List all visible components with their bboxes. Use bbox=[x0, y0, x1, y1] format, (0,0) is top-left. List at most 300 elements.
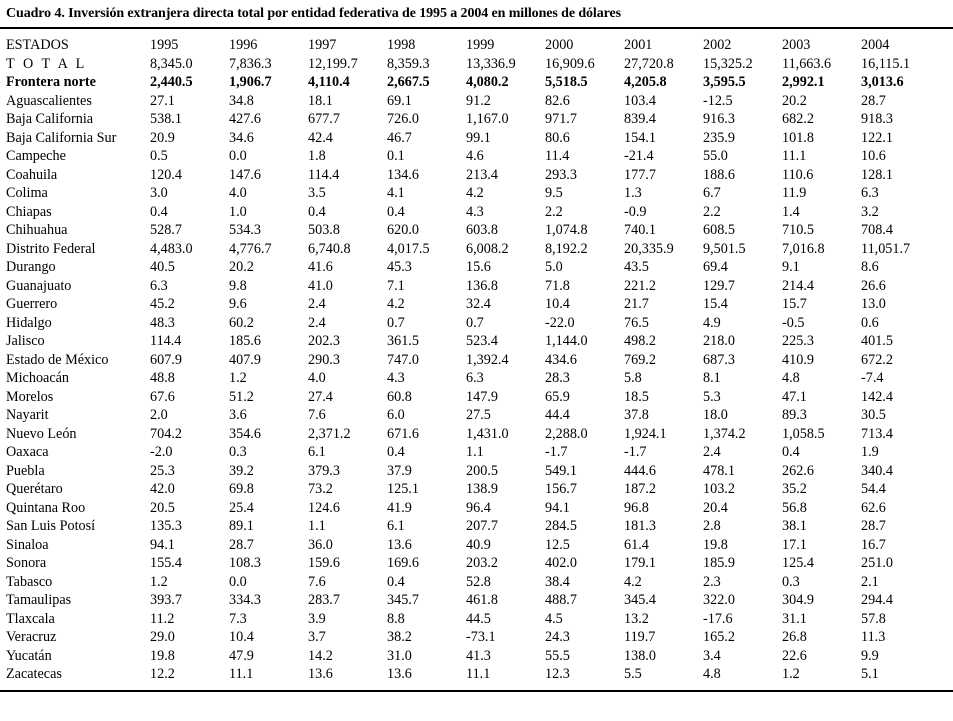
value-cell: 1,074.8 bbox=[545, 222, 588, 238]
value-cell: 11.1 bbox=[466, 666, 491, 682]
value-cell: 42.0 bbox=[150, 481, 175, 497]
value-cell: 2,667.5 bbox=[387, 74, 430, 90]
value-cell: 38.1 bbox=[782, 518, 807, 534]
state-name-cell: San Luis Potosí bbox=[6, 518, 96, 534]
value-cell: 4.0 bbox=[229, 185, 247, 201]
value-cell: 69.4 bbox=[703, 259, 728, 275]
value-cell: 304.9 bbox=[782, 592, 814, 608]
value-cell: 20.5 bbox=[150, 499, 175, 516]
value-cell: 124.6 bbox=[308, 499, 340, 516]
value-cell: 2.2 bbox=[545, 203, 563, 220]
value-cell: 13.0 bbox=[861, 296, 886, 312]
value-cell: 21.7 bbox=[624, 296, 649, 312]
value-cell: 2,992.1 bbox=[782, 74, 825, 90]
value-cell: 11.1 bbox=[782, 148, 807, 164]
value-cell: 528.7 bbox=[150, 222, 182, 238]
value-cell: 46.7 bbox=[387, 129, 412, 146]
value-cell: 12.2 bbox=[150, 666, 175, 682]
frontera-norte-row bbox=[6, 73, 940, 92]
value-cell: -22.0 bbox=[545, 314, 575, 331]
value-cell: 203.2 bbox=[466, 555, 498, 571]
table-row bbox=[6, 166, 940, 185]
value-cell: 4.5 bbox=[545, 610, 563, 627]
value-cell: 36.0 bbox=[308, 536, 333, 553]
value-cell: 687.3 bbox=[703, 351, 735, 368]
value-cell: 710.5 bbox=[782, 222, 814, 238]
state-name-cell: Tlaxcala bbox=[6, 610, 55, 627]
value-cell: 0.7 bbox=[387, 314, 405, 331]
value-cell: 3.5 bbox=[308, 185, 326, 201]
value-cell: 8,345.0 bbox=[150, 55, 193, 72]
value-cell: 61.4 bbox=[624, 536, 649, 553]
value-cell: 4,017.5 bbox=[387, 240, 430, 257]
value-cell: 410.9 bbox=[782, 351, 814, 368]
value-cell: 73.2 bbox=[308, 481, 333, 497]
value-cell: 1.2 bbox=[229, 370, 247, 386]
value-cell: 3,013.6 bbox=[861, 74, 904, 90]
value-cell: 80.6 bbox=[545, 129, 570, 146]
value-cell: 103.4 bbox=[624, 92, 656, 109]
value-cell: 2.2 bbox=[703, 203, 721, 220]
value-cell: 4.3 bbox=[387, 370, 405, 386]
table-row bbox=[6, 554, 940, 573]
table-row bbox=[6, 536, 940, 555]
value-cell: 11.3 bbox=[861, 629, 886, 645]
value-cell: 114.4 bbox=[150, 333, 182, 349]
header-year: 2002 bbox=[703, 37, 732, 53]
value-cell: 134.6 bbox=[387, 166, 419, 183]
value-cell: 138.0 bbox=[624, 647, 656, 664]
value-cell: 41.6 bbox=[308, 259, 333, 275]
value-cell: 82.6 bbox=[545, 92, 570, 109]
table-row bbox=[6, 295, 940, 314]
value-cell: 2.3 bbox=[703, 573, 721, 590]
value-cell: 188.6 bbox=[703, 166, 735, 183]
value-cell: 1,431.0 bbox=[466, 425, 509, 442]
state-name-cell: Chihuahua bbox=[6, 222, 68, 238]
value-cell: 19.8 bbox=[150, 647, 175, 664]
value-cell: 38.2 bbox=[387, 629, 412, 645]
value-cell: 4.9 bbox=[703, 314, 721, 331]
value-cell: 4,776.7 bbox=[229, 240, 272, 257]
table-row bbox=[6, 129, 940, 148]
table-row bbox=[6, 406, 940, 425]
value-cell: 16,909.6 bbox=[545, 55, 595, 72]
header-year: 2001 bbox=[624, 37, 653, 53]
value-cell: 119.7 bbox=[624, 629, 656, 645]
value-cell: 434.6 bbox=[545, 351, 577, 368]
value-cell: 498.2 bbox=[624, 333, 656, 349]
value-cell: 704.2 bbox=[150, 425, 182, 442]
value-cell: 154.1 bbox=[624, 129, 656, 146]
value-cell: 5.5 bbox=[624, 666, 642, 682]
value-cell: 608.5 bbox=[703, 222, 735, 238]
state-name-cell: Quintana Roo bbox=[6, 499, 86, 516]
value-cell: 971.7 bbox=[545, 111, 577, 127]
value-cell: 13.2 bbox=[624, 610, 649, 627]
state-name-cell: Guerrero bbox=[6, 296, 58, 312]
value-cell: 0.5 bbox=[150, 148, 168, 164]
value-cell: 44.5 bbox=[466, 610, 491, 627]
value-cell: 402.0 bbox=[545, 555, 577, 571]
state-name-cell: Oaxaca bbox=[6, 444, 49, 460]
value-cell: 1.3 bbox=[624, 185, 642, 201]
value-cell: 125.4 bbox=[782, 555, 814, 571]
value-cell: 159.6 bbox=[308, 555, 340, 571]
value-cell: 179.1 bbox=[624, 555, 656, 571]
value-cell: 48.3 bbox=[150, 314, 175, 331]
value-cell: 114.4 bbox=[308, 166, 340, 183]
header-year: 1996 bbox=[229, 37, 258, 53]
state-name-cell: Durango bbox=[6, 259, 56, 275]
value-cell: 60.2 bbox=[229, 314, 254, 331]
value-cell: 1,374.2 bbox=[703, 425, 746, 442]
value-cell: 361.5 bbox=[387, 333, 419, 349]
state-name-cell: Zacatecas bbox=[6, 666, 62, 682]
value-cell: 682.2 bbox=[782, 111, 814, 127]
value-cell: 57.8 bbox=[861, 610, 886, 627]
value-cell: 7.6 bbox=[308, 407, 326, 423]
value-cell: 4,080.2 bbox=[466, 74, 509, 90]
state-name-cell: Michoacán bbox=[6, 370, 70, 386]
header-year: 2000 bbox=[545, 37, 574, 53]
state-name-cell: Baja California bbox=[6, 111, 94, 127]
value-cell: 96.4 bbox=[466, 499, 491, 516]
value-cell: 12.3 bbox=[545, 666, 570, 682]
value-cell: 18.1 bbox=[308, 92, 333, 109]
value-cell: 40.5 bbox=[150, 259, 175, 275]
table-row bbox=[6, 462, 940, 481]
value-cell: 128.1 bbox=[861, 166, 893, 183]
value-cell: 185.6 bbox=[229, 333, 261, 349]
value-cell: 136.8 bbox=[466, 277, 498, 294]
value-cell: 89.3 bbox=[782, 407, 807, 423]
value-cell: 44.4 bbox=[545, 407, 570, 423]
value-cell: 8,359.3 bbox=[387, 55, 430, 72]
value-cell: 379.3 bbox=[308, 462, 340, 479]
value-cell: 12,199.7 bbox=[308, 55, 358, 72]
value-cell: 39.2 bbox=[229, 462, 254, 479]
value-cell: 16.7 bbox=[861, 536, 886, 553]
value-cell: 478.1 bbox=[703, 462, 735, 479]
value-cell: 27.5 bbox=[466, 407, 491, 423]
value-cell: 67.6 bbox=[150, 388, 175, 405]
state-name-cell: Puebla bbox=[6, 462, 45, 479]
top-rule bbox=[0, 27, 953, 29]
state-name-cell: Querétaro bbox=[6, 481, 63, 497]
value-cell: 27.4 bbox=[308, 388, 333, 405]
value-cell: 187.2 bbox=[624, 481, 656, 497]
value-cell: 15.7 bbox=[782, 296, 807, 312]
value-cell: 1.0 bbox=[229, 203, 247, 220]
value-cell: 3.4 bbox=[703, 647, 721, 664]
state-name-cell: Tabasco bbox=[6, 573, 53, 590]
value-cell: 4,483.0 bbox=[150, 240, 193, 257]
value-cell: 221.2 bbox=[624, 277, 656, 294]
value-cell: 218.0 bbox=[703, 333, 735, 349]
value-cell: 6.3 bbox=[150, 277, 168, 294]
value-cell: 11.2 bbox=[150, 610, 175, 627]
value-cell: 354.6 bbox=[229, 425, 261, 442]
value-cell: 461.8 bbox=[466, 592, 498, 608]
value-cell: 747.0 bbox=[387, 351, 419, 368]
table-row bbox=[6, 221, 940, 240]
value-cell: 99.1 bbox=[466, 129, 491, 146]
value-cell: 4.1 bbox=[387, 185, 405, 201]
value-cell: 607.9 bbox=[150, 351, 182, 368]
value-cell: 918.3 bbox=[861, 111, 893, 127]
value-cell: 108.3 bbox=[229, 555, 261, 571]
value-cell: 65.9 bbox=[545, 388, 570, 405]
value-cell: 6,008.2 bbox=[466, 240, 509, 257]
value-cell: 1.1 bbox=[466, 444, 484, 460]
value-cell: 4.8 bbox=[782, 370, 800, 386]
value-cell: 62.6 bbox=[861, 499, 886, 516]
table-row bbox=[6, 184, 940, 203]
value-cell: 3.2 bbox=[861, 203, 879, 220]
value-cell: 125.1 bbox=[387, 481, 419, 497]
value-cell: 165.2 bbox=[703, 629, 735, 645]
value-cell: 94.1 bbox=[150, 536, 175, 553]
value-cell: 262.6 bbox=[782, 462, 814, 479]
value-cell: 235.9 bbox=[703, 129, 735, 146]
value-cell: 503.8 bbox=[308, 222, 340, 238]
header-row bbox=[6, 36, 940, 55]
value-cell: 0.4 bbox=[150, 203, 168, 220]
value-cell: 48.8 bbox=[150, 370, 175, 386]
value-cell: 2.4 bbox=[308, 296, 326, 312]
value-cell: 54.4 bbox=[861, 481, 886, 497]
value-cell: 2.8 bbox=[703, 518, 721, 534]
value-cell: 0.6 bbox=[861, 314, 879, 331]
state-name-cell: Baja California Sur bbox=[6, 129, 117, 146]
value-cell: 3.7 bbox=[308, 629, 326, 645]
value-cell: 169.6 bbox=[387, 555, 419, 571]
value-cell: 25.4 bbox=[229, 499, 254, 516]
value-cell: 334.3 bbox=[229, 592, 261, 608]
value-cell: 55.5 bbox=[545, 647, 570, 664]
value-cell: 401.5 bbox=[861, 333, 893, 349]
value-cell: 34.8 bbox=[229, 92, 254, 109]
value-cell: 89.1 bbox=[229, 518, 254, 534]
state-name-cell: Nuevo León bbox=[6, 425, 77, 442]
value-cell: 7,016.8 bbox=[782, 240, 825, 257]
table-row bbox=[6, 277, 940, 296]
value-cell: 60.8 bbox=[387, 388, 412, 405]
value-cell: 1.9 bbox=[861, 444, 879, 460]
value-cell: 6.1 bbox=[308, 444, 326, 460]
value-cell: 3.6 bbox=[229, 407, 247, 423]
table-row bbox=[6, 258, 940, 277]
value-cell: 1.2 bbox=[782, 666, 800, 682]
value-cell: 1.8 bbox=[308, 148, 326, 164]
value-cell: 4.3 bbox=[466, 203, 484, 220]
value-cell: 15.4 bbox=[703, 296, 728, 312]
value-cell: 538.1 bbox=[150, 111, 182, 127]
value-cell: -21.4 bbox=[624, 148, 654, 164]
value-cell: 671.6 bbox=[387, 425, 419, 442]
value-cell: 30.5 bbox=[861, 407, 886, 423]
value-cell: -0.5 bbox=[782, 314, 805, 331]
value-cell: 0.0 bbox=[229, 573, 247, 590]
value-cell: 69.8 bbox=[229, 481, 254, 497]
value-cell: 290.3 bbox=[308, 351, 340, 368]
value-cell: 19.8 bbox=[703, 536, 728, 553]
value-cell: -17.6 bbox=[703, 610, 733, 627]
value-cell: 740.1 bbox=[624, 222, 656, 238]
value-cell: 11.9 bbox=[782, 185, 807, 201]
value-cell: 11.4 bbox=[545, 148, 570, 164]
value-cell: 16,115.1 bbox=[861, 55, 911, 72]
state-name-cell: Colima bbox=[6, 185, 48, 201]
table-row bbox=[6, 240, 940, 259]
value-cell: 13.6 bbox=[387, 536, 412, 553]
value-cell: 0.3 bbox=[782, 573, 800, 590]
value-cell: 27.1 bbox=[150, 92, 175, 109]
value-cell: 0.4 bbox=[308, 203, 326, 220]
value-cell: 6.3 bbox=[861, 185, 879, 201]
value-cell: 534.3 bbox=[229, 222, 261, 238]
value-cell: 41.9 bbox=[387, 499, 412, 516]
value-cell: 1,058.5 bbox=[782, 425, 825, 442]
value-cell: 76.5 bbox=[624, 314, 649, 331]
table-caption: Cuadro 4. Inversión extranjera directa total por entidad federativa de 1995 a 2004 en millones de dólares bbox=[6, 6, 621, 21]
value-cell: 11,663.6 bbox=[782, 55, 832, 72]
value-cell: 10.4 bbox=[229, 629, 254, 645]
value-cell: -12.5 bbox=[703, 92, 733, 109]
value-cell: 251.0 bbox=[861, 555, 893, 571]
value-cell: 294.4 bbox=[861, 592, 893, 608]
value-cell: 69.1 bbox=[387, 92, 412, 109]
value-cell: 214.4 bbox=[782, 277, 814, 294]
value-cell: 35.2 bbox=[782, 481, 807, 497]
header-year: 1995 bbox=[150, 37, 179, 53]
value-cell: 10.6 bbox=[861, 148, 886, 164]
value-cell: 1.2 bbox=[150, 573, 168, 590]
state-name-cell: Aguascalientes bbox=[6, 92, 92, 109]
value-cell: 147.9 bbox=[466, 388, 498, 405]
value-cell: 8.8 bbox=[387, 610, 405, 627]
value-cell: 213.4 bbox=[466, 166, 498, 183]
table-row bbox=[6, 92, 940, 111]
value-cell: 9.9 bbox=[861, 647, 879, 664]
value-cell: 101.8 bbox=[782, 129, 814, 146]
value-cell: 42.4 bbox=[308, 129, 333, 146]
value-cell: 713.4 bbox=[861, 425, 893, 442]
table-row bbox=[6, 369, 940, 388]
value-cell: -73.1 bbox=[466, 629, 496, 645]
value-cell: 181.3 bbox=[624, 518, 656, 534]
total-row bbox=[6, 55, 940, 74]
value-cell: 7.3 bbox=[229, 610, 247, 627]
value-cell: 28.7 bbox=[229, 536, 254, 553]
value-cell: 4,110.4 bbox=[308, 74, 350, 90]
table-row bbox=[6, 610, 940, 629]
value-cell: 708.4 bbox=[861, 222, 893, 238]
value-cell: 20.2 bbox=[229, 259, 254, 275]
value-cell: 5,518.5 bbox=[545, 74, 588, 90]
value-cell: 155.4 bbox=[150, 555, 182, 571]
value-cell: 6.3 bbox=[466, 370, 484, 386]
value-cell: 26.6 bbox=[861, 277, 886, 294]
value-cell: 2.0 bbox=[150, 407, 168, 423]
state-name-cell: Coahuila bbox=[6, 166, 58, 183]
state-name-cell: Tamaulipas bbox=[6, 592, 72, 608]
value-cell: 15,325.2 bbox=[703, 55, 753, 72]
table-row bbox=[6, 591, 940, 610]
state-name-cell: Hidalgo bbox=[6, 314, 52, 331]
value-cell: 15.6 bbox=[466, 259, 491, 275]
value-cell: 129.7 bbox=[703, 277, 735, 294]
state-name-cell: Yucatán bbox=[6, 647, 52, 664]
value-cell: 14.2 bbox=[308, 647, 333, 664]
value-cell: 4.8 bbox=[703, 666, 721, 682]
value-cell: 2,440.5 bbox=[150, 74, 193, 90]
table-row bbox=[6, 665, 940, 684]
fdi-table bbox=[6, 36, 940, 684]
value-cell: 110.6 bbox=[782, 166, 814, 183]
table-row bbox=[6, 480, 940, 499]
state-name-cell: Morelos bbox=[6, 388, 54, 405]
value-cell: 1,924.1 bbox=[624, 425, 667, 442]
table-row bbox=[6, 388, 940, 407]
value-cell: 31.1 bbox=[782, 610, 807, 627]
value-cell: 43.5 bbox=[624, 259, 649, 275]
value-cell: 0.4 bbox=[387, 573, 405, 590]
header-estados: ESTADOS bbox=[6, 37, 69, 53]
table-row bbox=[6, 425, 940, 444]
value-cell: 91.2 bbox=[466, 92, 491, 109]
value-cell: 11,051.7 bbox=[861, 240, 911, 257]
value-cell: 677.7 bbox=[308, 111, 340, 127]
value-cell: 26.8 bbox=[782, 629, 807, 645]
value-cell: 2.4 bbox=[703, 444, 721, 460]
value-cell: 13,336.9 bbox=[466, 55, 516, 72]
value-cell: 27,720.8 bbox=[624, 55, 674, 72]
value-cell: 0.0 bbox=[229, 148, 247, 164]
value-cell: 20.2 bbox=[782, 92, 807, 109]
value-cell: 5.3 bbox=[703, 388, 721, 405]
value-cell: 13.6 bbox=[308, 666, 333, 682]
table-row bbox=[6, 351, 940, 370]
state-name-cell: Nayarit bbox=[6, 407, 49, 423]
value-cell: 47.9 bbox=[229, 647, 254, 664]
value-cell: 56.8 bbox=[782, 499, 807, 516]
table-row bbox=[6, 147, 940, 166]
value-cell: 9.1 bbox=[782, 259, 800, 275]
value-cell: 28.7 bbox=[861, 92, 886, 109]
value-cell: 284.5 bbox=[545, 518, 577, 534]
value-cell: 6.1 bbox=[387, 518, 405, 534]
value-cell: 345.7 bbox=[387, 592, 419, 608]
value-cell: 726.0 bbox=[387, 111, 419, 127]
value-cell: 8.6 bbox=[861, 259, 879, 275]
value-cell: 523.4 bbox=[466, 333, 498, 349]
value-cell: 340.4 bbox=[861, 462, 893, 479]
value-cell: 32.4 bbox=[466, 296, 491, 312]
value-cell: 4.2 bbox=[387, 296, 405, 312]
value-cell: 41.0 bbox=[308, 277, 333, 294]
table-row bbox=[6, 203, 940, 222]
value-cell: 200.5 bbox=[466, 462, 498, 479]
value-cell: 0.3 bbox=[229, 444, 247, 460]
value-cell: 20,335.9 bbox=[624, 240, 674, 257]
value-cell: 620.0 bbox=[387, 222, 419, 238]
state-name-cell: Frontera norte bbox=[6, 74, 96, 90]
state-name-cell: Sinaloa bbox=[6, 536, 49, 553]
value-cell: 34.6 bbox=[229, 129, 254, 146]
table-body bbox=[6, 55, 940, 684]
